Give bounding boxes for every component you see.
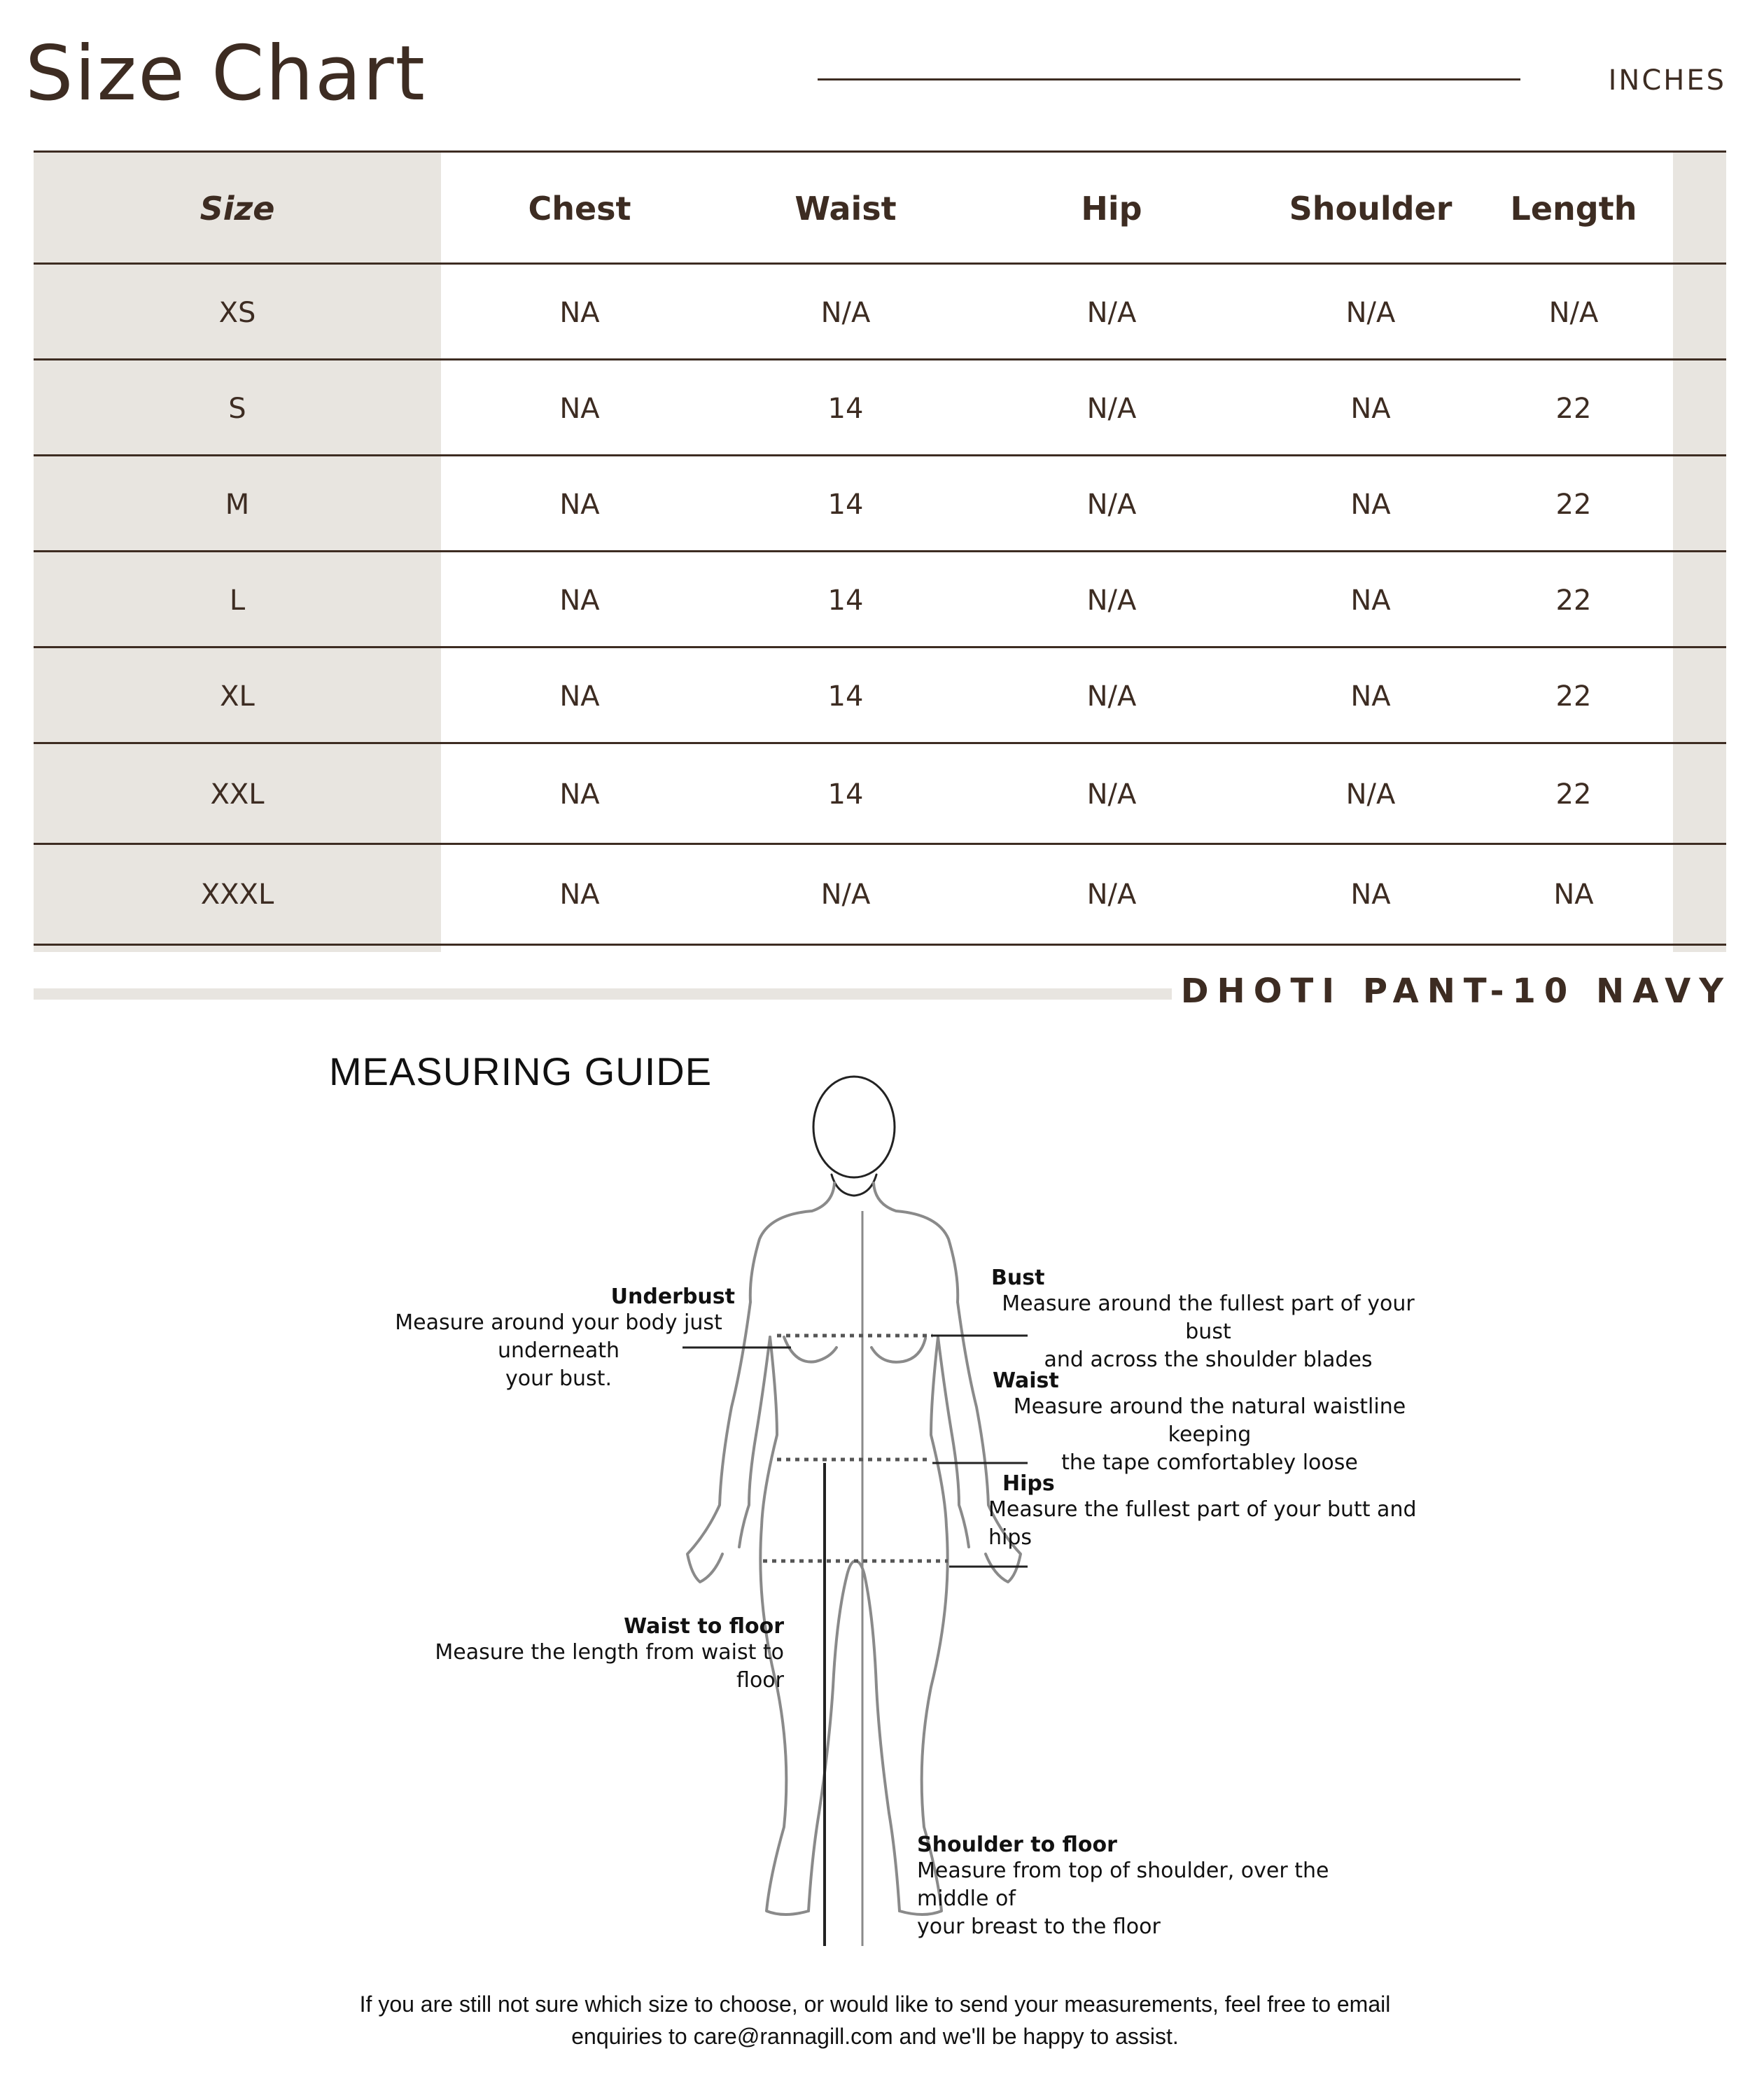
bust-heading: Bust <box>991 1266 1045 1290</box>
page-title: Size Chart <box>25 30 426 118</box>
cell-size: S <box>228 392 246 425</box>
cell-waist: N/A <box>820 296 871 329</box>
waist-to-floor-label <box>392 1614 784 1695</box>
waist-desc-line1: Measure around the natural waistline keeping <box>1013 1394 1406 1447</box>
hips-heading: Hips <box>1002 1471 1055 1496</box>
cell-length: 22 <box>1555 778 1592 811</box>
table-header-row <box>34 150 1726 265</box>
cell-hip: N/A <box>1086 878 1137 911</box>
cell-waist: N/A <box>820 878 871 911</box>
units-label: INCHES <box>1608 64 1726 97</box>
cell-size: XS <box>218 296 256 329</box>
bust-desc-line2: and across the shoulder blades <box>1044 1348 1373 1372</box>
cell-length: NA <box>1553 878 1594 911</box>
underbust-desc-line1: Measure around your body just underneath <box>395 1310 722 1363</box>
header-length: Length <box>1510 190 1637 227</box>
cell-shoulder: NA <box>1350 584 1391 617</box>
shoulder-to-floor-label <box>917 1833 1407 1941</box>
table-row <box>34 262 1726 360</box>
shoulder-to-floor-desc-line2: your breast to the floor <box>917 1914 1161 1939</box>
header-shoulder: Shoulder <box>1289 190 1452 227</box>
header-waist: Waist <box>794 190 897 227</box>
hips-desc-line1: Measure the fullest part of your butt and hips <box>988 1497 1417 1550</box>
header-hip: Hip <box>1081 190 1142 227</box>
waist-label <box>986 1368 1434 1477</box>
product-divider <box>34 988 1172 1000</box>
cell-length: 22 <box>1555 488 1592 521</box>
waist-to-floor-heading: Waist to floor <box>624 1614 784 1639</box>
cell-hip: N/A <box>1086 680 1137 713</box>
table-row <box>34 550 1726 648</box>
cell-hip: N/A <box>1086 296 1137 329</box>
bust-label <box>991 1266 1425 1374</box>
cell-chest: NA <box>559 878 600 911</box>
shoulder-to-floor-heading: Shoulder to floor <box>917 1833 1117 1857</box>
cell-size: L <box>229 584 246 617</box>
footer-line1: If you are still not sure which size to choose, or would like to send your measurements, feel free to email <box>359 1991 1391 2017</box>
underbust-label <box>349 1284 769 1393</box>
body-figure-illustration <box>672 1071 1036 1953</box>
cell-chest: NA <box>559 488 600 521</box>
cell-hip: N/A <box>1086 488 1137 521</box>
cell-hip: N/A <box>1086 584 1137 617</box>
waist-to-floor-desc: Measure the length from waist to floor <box>435 1640 784 1693</box>
cell-waist: 14 <box>827 392 864 425</box>
bust-desc-line1: Measure around the fullest part of your bust <box>1002 1292 1415 1344</box>
cell-size: XL <box>220 680 255 713</box>
cell-shoulder: NA <box>1350 392 1391 425</box>
underbust-heading: Underbust <box>610 1284 735 1309</box>
hips-label <box>988 1471 1436 1552</box>
cell-shoulder: N/A <box>1345 296 1396 329</box>
table-row <box>34 843 1726 946</box>
cell-hip: N/A <box>1086 778 1137 811</box>
footer-note <box>0 1988 1750 2052</box>
shoulder-to-floor-desc-line1: Measure from top of shoulder, over the middle of <box>917 1858 1329 1911</box>
cell-size: XXL <box>210 778 265 811</box>
cell-shoulder: NA <box>1350 680 1391 713</box>
cell-waist: 14 <box>827 488 864 521</box>
waist-heading: Waist <box>993 1368 1059 1393</box>
cell-chest: NA <box>559 778 600 811</box>
cell-chest: NA <box>559 680 600 713</box>
table-row <box>34 358 1726 456</box>
cell-waist: 14 <box>827 778 864 811</box>
product-name: DHOTI PANT-10 NAVY <box>1180 972 1732 1011</box>
table-row <box>34 742 1726 845</box>
header-chest: Chest <box>528 190 631 227</box>
cell-length: 22 <box>1555 680 1592 713</box>
cell-hip: N/A <box>1086 392 1137 425</box>
header-divider <box>818 78 1520 80</box>
cell-chest: NA <box>559 392 600 425</box>
table-row <box>34 646 1726 744</box>
cell-length: 22 <box>1555 584 1592 617</box>
cell-waist: 14 <box>827 680 864 713</box>
cell-size: M <box>225 488 250 521</box>
footer-line2: enquiries to care@rannagill.com and we'll be happy to assist. <box>571 2024 1179 2049</box>
cell-chest: NA <box>559 584 600 617</box>
underbust-desc-line2: your bust. <box>505 1366 612 1391</box>
waist-desc-line2: the tape comfortabley loose <box>1061 1450 1358 1475</box>
header-size: Size <box>200 190 275 227</box>
cell-shoulder: NA <box>1350 878 1391 911</box>
table-row <box>34 454 1726 552</box>
cell-chest: NA <box>559 296 600 329</box>
measuring-guide-title: MEASURING GUIDE <box>329 1049 713 1093</box>
size-table <box>34 150 1726 952</box>
cell-length: 22 <box>1555 392 1592 425</box>
cell-shoulder: N/A <box>1345 778 1396 811</box>
cell-size: XXXL <box>200 878 274 911</box>
cell-shoulder: NA <box>1350 488 1391 521</box>
cell-length: N/A <box>1548 296 1599 329</box>
cell-waist: 14 <box>827 584 864 617</box>
